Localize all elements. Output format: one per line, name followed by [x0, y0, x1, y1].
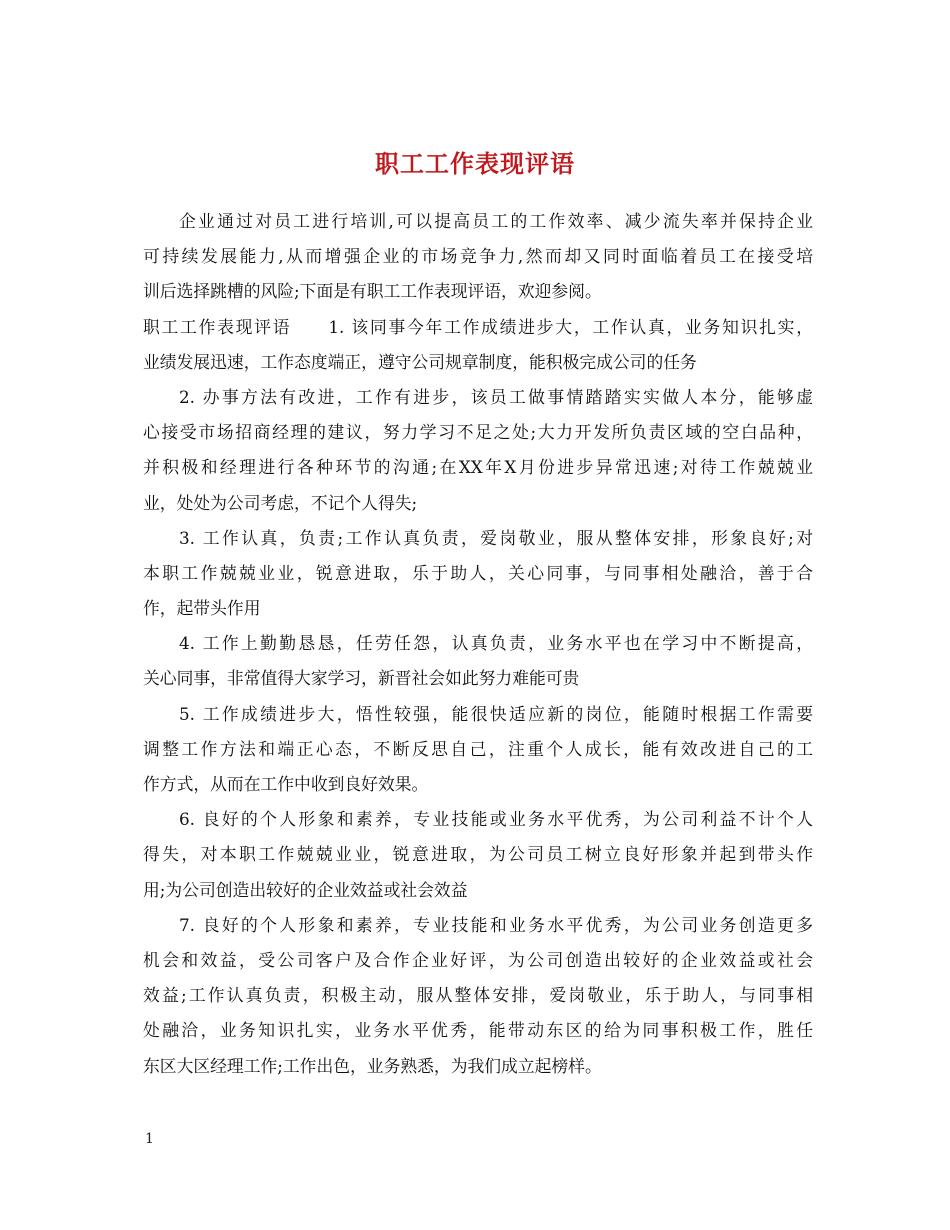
- paragraph-line: 用;为公司创造出较好的企业效益或社会效益: [143, 879, 468, 900]
- comment-item-7: [143, 908, 813, 1084]
- document-body: [143, 204, 813, 1084]
- paragraph-line: 心接受市场招商经理的建议，努力学习不足之处;大力开发所负责区域的空白品种，: [143, 422, 813, 443]
- paragraph-line: 企业通过对员工进行培训,可以提高员工的工作效率、减少流失率并保持企业: [179, 211, 813, 231]
- paragraph-line: 处融洽，业务知识扎实，业务水平优秀，能带动东区的给为同事积极工作，胜任: [143, 1020, 813, 1041]
- comment-item-3: [143, 521, 813, 627]
- comment-item-4: [143, 626, 813, 696]
- paragraph-line: 作，起带头作用: [143, 598, 261, 619]
- paragraph-line: 关心同事，非常值得大家学习，新晋社会如此努力难能可贵: [143, 668, 580, 689]
- paragraph-line: 2. 办事方法有改进，工作有进步，该员工做事情踏踏实实做人本分，能够虚: [179, 386, 813, 407]
- paragraph-line: 机会和效益，受公司客户及合作企业好评，为公司创造出较好的企业效益或社会: [143, 949, 813, 970]
- paragraph-line: 业，处处为公司考虑，不记个人得失;: [143, 492, 418, 513]
- comment-item-1: [143, 310, 813, 380]
- paragraph-line: 并积极和经理进行各种环节的沟通;在XX年X月份进步异常迅速;对待工作兢兢业: [143, 457, 813, 478]
- paragraph-line: 作方式，从而在工作中收到良好效果。: [143, 774, 429, 794]
- paragraph-line: 6. 良好的个人形象和素养，专业技能或业务水平优秀，为公司利益不计个人: [179, 809, 813, 830]
- comment-item-2: [143, 380, 813, 521]
- paragraph-line: 业绩发展迅速，工作态度端正，遵守公司规章制度，能积极完成公司的任务: [143, 351, 697, 372]
- paragraph-line: 7. 良好的个人形象和素养，专业技能和业务水平优秀，为公司业务创造更多: [179, 914, 813, 935]
- page-number: 1: [145, 1131, 154, 1147]
- paragraph-line: 本职工作兢兢业业，锐意进取，乐于助人，关心同事，与同事相处融洽，善于合: [143, 562, 813, 583]
- comment-item-5: [143, 697, 813, 803]
- paragraph-line: 5. 工作成绩进步大，悟性较强，能很快适应新的岗位，能随时根据工作需要: [179, 703, 813, 724]
- paragraph-line: 职工工作表现评语 1. 该同事今年工作成绩进步大，工作认真，业务知识扎实，: [143, 316, 813, 337]
- paragraph-line: 训后选择跳槽的风险;下面是有职工工作表现评语，欢迎参阅。: [143, 281, 602, 302]
- paragraph-line: 得失，对本职工作兢兢业业，锐意进取，为公司员工树立良好形象并起到带头作: [143, 844, 813, 865]
- comment-item-6: [143, 802, 813, 908]
- intro-paragraph: [143, 204, 813, 310]
- paragraph-line: 东区大区经理工作;工作出色，业务熟悉，为我们成立起榜样。: [143, 1055, 602, 1076]
- paragraph-line: 效益;工作认真负责，积极主动，服从整体安排，爱岗敬业，乐于助人，与同事相: [143, 985, 813, 1006]
- paragraph-line: 4. 工作上勤勤恳恳，任劳任怨，认真负责，业务水平也在学习中不断提高，: [179, 633, 813, 654]
- paragraph-line: 调整工作方法和端正心态，不断反思自己，注重个人成长，能有效改进自己的工: [143, 738, 813, 759]
- page-title: 职工工作表现评语: [375, 149, 575, 179]
- paragraph-line: 3. 工作认真，负责;工作认真负责，爱岗敬业，服从整体安排，形象良好;对: [179, 527, 813, 548]
- paragraph-line: 可持续发展能力,从而增强企业的市场竞争力,然而却又同时面临着员工在接受培: [143, 246, 813, 267]
